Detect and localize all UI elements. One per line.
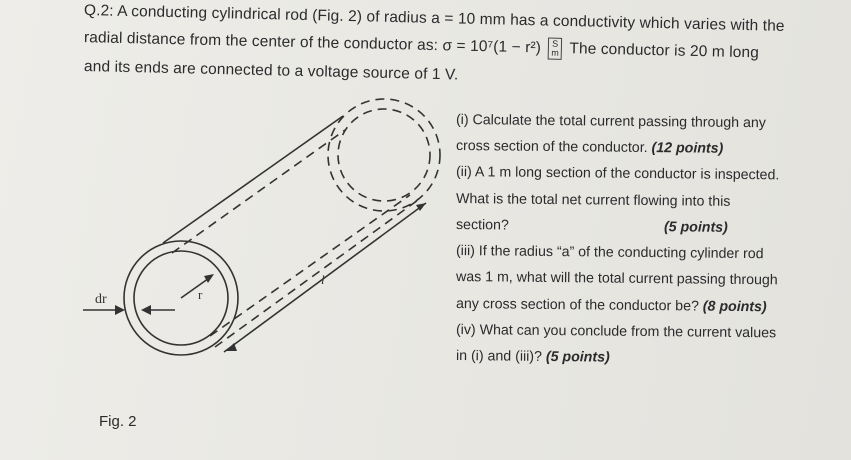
far-end-outer-circle: [328, 99, 440, 211]
part-i-points: (12 points): [651, 140, 724, 157]
unit-denominator: m: [551, 47, 559, 58]
bottom-inner-line: [210, 195, 410, 336]
top-outer-line: [163, 116, 343, 243]
part-ii-text: (ii) A 1 m long section of the conductor is inspected.: [455, 164, 780, 184]
part-iii-points: (8 points): [702, 298, 767, 316]
dr-label: dr: [95, 292, 107, 307]
bottom-outer-line-dashed: [215, 200, 418, 347]
conductor-length-text: The conductor is 20 m long: [569, 40, 760, 62]
part-iv-points: (5 points): [545, 348, 610, 366]
part-iv-text-2: in (i) and (iii)?: [455, 348, 543, 365]
far-end-inner-circle: [338, 109, 430, 201]
part-iv-text: (iv) What can you conclude from the current values: [455, 322, 777, 342]
part-ii-text-2: What is the total net current flowing into this: [455, 191, 731, 210]
dr-arrowhead-right: [141, 305, 151, 315]
question-text-1: Q.2: A conducting cylindrical rod (Fig. 2) of radius a = 10 mm has a conductivity which varies with the: [83, 2, 785, 35]
part-iii-text: (iii) If the radius “a” of the conducting cylinder rod: [455, 243, 764, 263]
top-inner-line: [172, 130, 345, 253]
part-iii-text-3: any cross section of the conductor be?: [455, 296, 699, 315]
part-iii-text-2: was 1 m, what will the total current passing through: [455, 269, 778, 289]
length-arrow-line: [224, 203, 426, 352]
part-ii-points: (5 points): [663, 219, 728, 236]
dr-arrowhead-left: [115, 305, 125, 315]
question-text-3: and its ends are connected to a voltage source of 1 V.: [83, 58, 459, 84]
part-i-text: (i) Calculate the total current passing through any: [455, 112, 767, 132]
length-label: l: [321, 272, 325, 287]
conductivity-formula: radial distance from the center of the conductor as: σ = 10⁷(1 − r²): [83, 29, 542, 57]
part-ii-text-3: section?: [455, 217, 509, 234]
radius-arrowhead: [204, 274, 214, 283]
unit-numerator: S: [552, 38, 559, 49]
part-i-text-2: cross section of the conductor.: [455, 138, 648, 157]
figure-caption: Fig. 2: [99, 413, 137, 430]
radius-label: r: [198, 287, 203, 302]
